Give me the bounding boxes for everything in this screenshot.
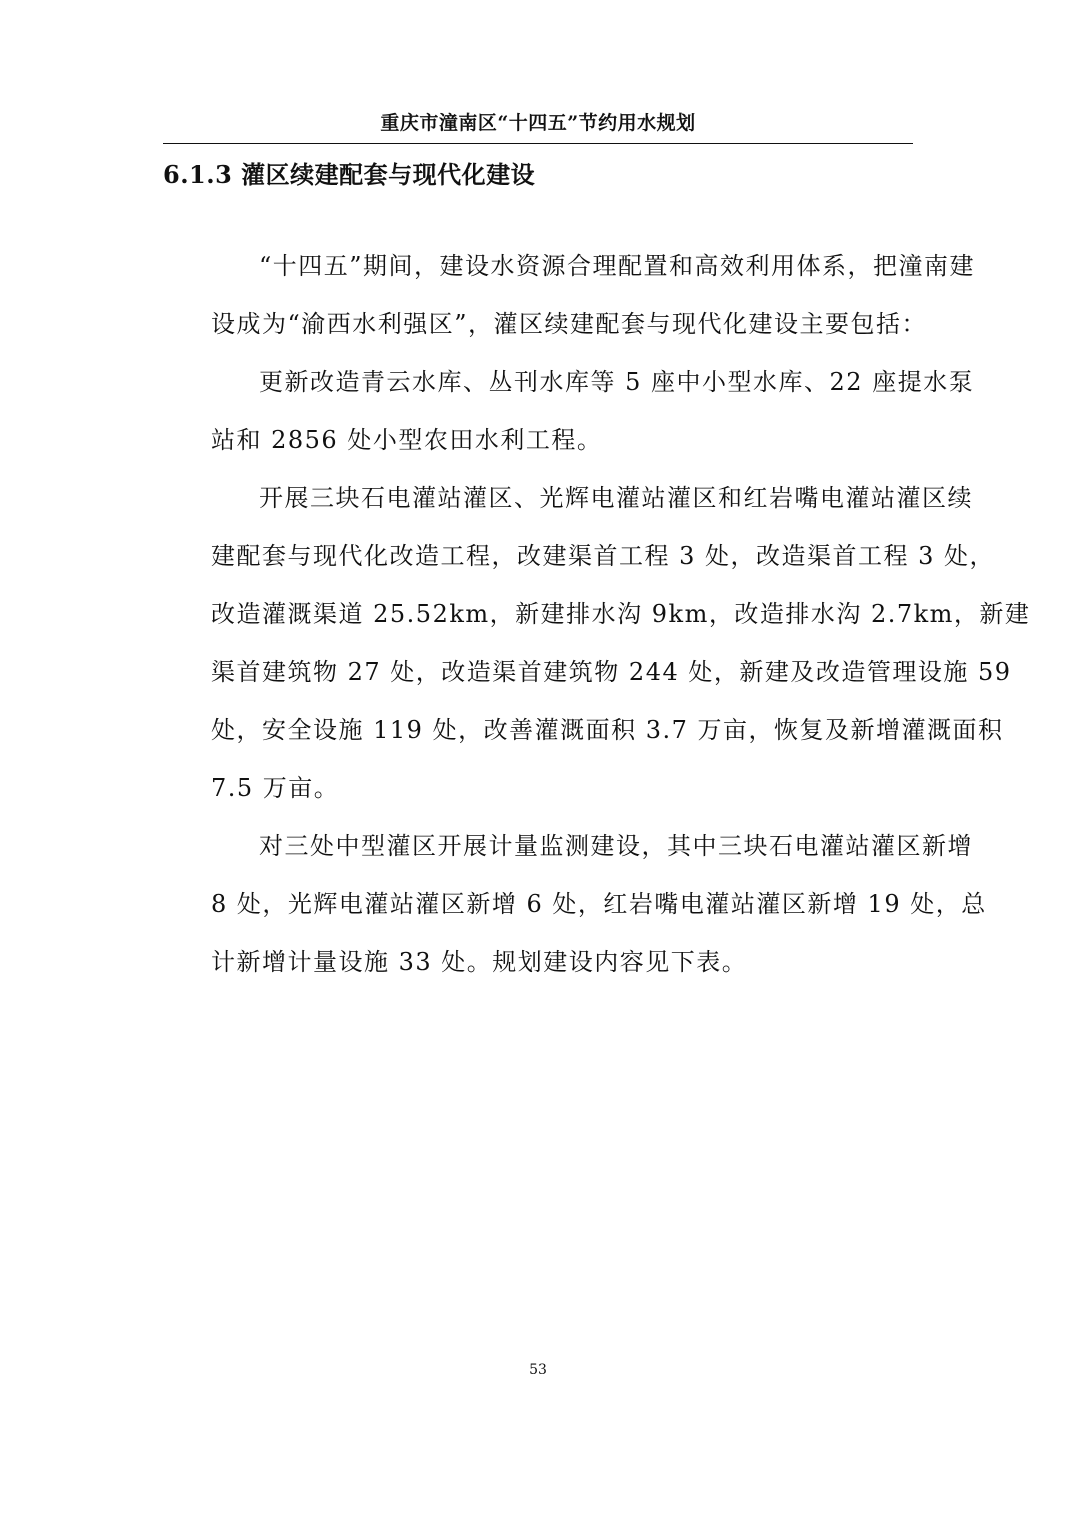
section-heading: 6.1.3 灌区续建配套与现代化建设 xyxy=(163,160,536,189)
paragraph-3 xyxy=(163,469,1031,817)
paragraph-line: 站和 2856 处小型农田水利工程。 xyxy=(211,426,603,454)
paragraph-line: 设成为“渝西水利强区”，灌区续建配套与现代化建设主要包括： xyxy=(211,310,928,338)
paragraph-line: 建配套与现代化改造工程，改建渠首工程 3 处，改造渠首工程 3 处， xyxy=(211,542,996,570)
paragraph-line: 渠首建筑物 27 处，改造渠首建筑物 244 处，新建及改造管理设施 59 xyxy=(211,658,1012,686)
paragraph-line: 对三处中型灌区开展计量监测建设，其中三块石电灌站灌区新增 xyxy=(259,832,973,860)
page-header-title: 重庆市潼南区“十四五”节约用水规划 xyxy=(380,112,696,134)
paragraph-4 xyxy=(163,817,987,991)
paragraph-line: 计新增计量设施 33 处。规划建设内容见下表。 xyxy=(211,948,748,976)
paragraph-line: 8 处，光辉电灌站灌区新增 6 处，红岩嘴电灌站灌区新增 19 处，总 xyxy=(211,890,987,918)
paragraph-2 xyxy=(163,353,975,469)
header-divider xyxy=(163,143,913,144)
paragraph-line: 开展三块石电灌站灌区、光辉电灌站灌区和红岩嘴电灌站灌区续 xyxy=(259,484,973,512)
body-text xyxy=(163,237,1031,991)
page-number: 53 xyxy=(529,1362,547,1378)
paragraph-line: 更新改造青云水库、丛刊水库等 5 座中小型水库、22 座提水泵 xyxy=(259,368,975,396)
paragraph-line: 改造灌溉渠道 25.52km，新建排水沟 9km，改造排水沟 2.7km，新建 xyxy=(211,600,1031,628)
paragraph-line: “十四五”期间，建设水资源合理配置和高效利用体系，把潼南建 xyxy=(259,252,976,280)
paragraph-line: 7.5 万亩。 xyxy=(211,774,340,802)
paragraph-line: 处，安全设施 119 处，改善灌溉面积 3.7 万亩，恢复及新增灌溉面积 xyxy=(211,716,1004,744)
paragraph-1 xyxy=(163,237,976,353)
